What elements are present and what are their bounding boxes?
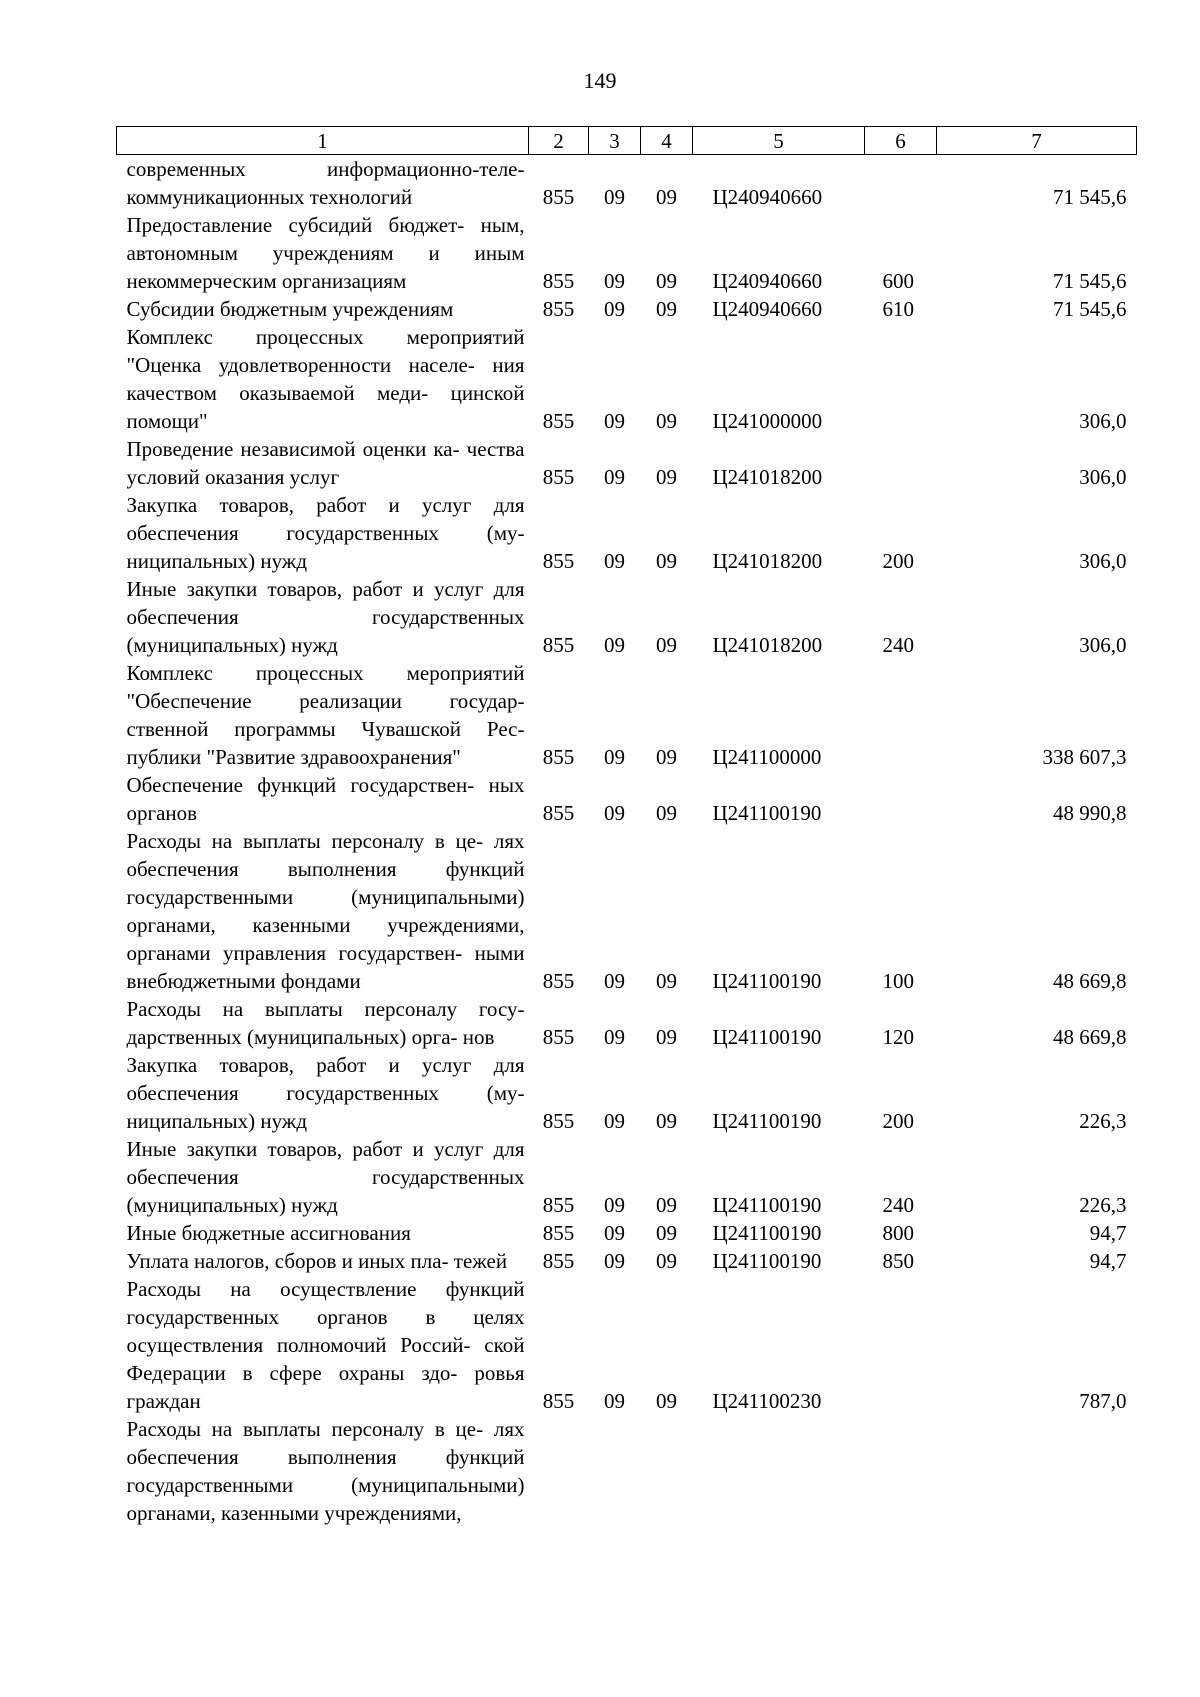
row-amount-cell: 48 669,8 — [1053, 1025, 1127, 1049]
row-target-code-cell: Ц241100190 — [712, 1249, 822, 1273]
column-header-7: 7 — [937, 127, 1137, 155]
row-amount-cell: 306,0 — [1079, 633, 1127, 657]
row-expense-type-cell: 610 — [882, 297, 914, 321]
row-target-code-cell: Ц241100230 — [712, 1389, 822, 1413]
row-section-cell — [589, 1415, 641, 1527]
row-amount-cell: 226,3 — [1079, 1109, 1127, 1133]
row-section-cell: 09 — [604, 549, 625, 573]
row-amount-cell: 71 545,6 — [1053, 297, 1127, 321]
row-target-code-cell: Ц240940660 — [712, 185, 823, 209]
row-ministry-code-cell: 855 — [542, 801, 575, 825]
row-expense-type-cell: 200 — [882, 1109, 914, 1133]
table-row — [117, 827, 1137, 995]
row-name-cell: Комплекс процессных мероприятий "Оценка удовлетворенности населе- ния качеством оказываемой меди- цинской помощи" — [126, 325, 525, 433]
row-expense-type-cell — [865, 1415, 937, 1527]
row-section-cell: 09 — [604, 969, 625, 993]
table-body — [117, 155, 1137, 1528]
row-target-code-cell: Ц241100190 — [712, 969, 822, 993]
row-name-cell: современных информационно-теле- коммуникационных технологий — [126, 157, 525, 209]
row-target-code-cell: Ц241100000 — [712, 745, 822, 769]
row-name-cell: Закупка товаров, работ и услуг для обеспечения государственных (му- ниципальных) нужд — [126, 1053, 525, 1133]
row-section-cell: 09 — [604, 801, 625, 825]
row-section-cell: 09 — [604, 465, 625, 489]
row-section-cell: 09 — [604, 1025, 625, 1049]
row-amount-cell: 306,0 — [1079, 409, 1127, 433]
row-subsection-cell: 09 — [656, 801, 677, 825]
row-name-cell: Иные закупки товаров, работ и услуг для обеспечения государственных (муниципальных) нужд — [126, 577, 525, 657]
row-subsection-cell: 09 — [656, 549, 677, 573]
row-target-code-cell: Ц241000000 — [712, 409, 823, 433]
row-name-cell: Обеспечение функций государствен- ных органов — [126, 773, 525, 825]
row-expense-type-cell — [865, 323, 937, 435]
row-target-code-cell: Ц240940660 — [712, 269, 823, 293]
table-row — [117, 1051, 1137, 1135]
table-row — [117, 575, 1137, 659]
row-amount-cell: 48 990,8 — [1053, 801, 1127, 825]
row-section-cell: 09 — [604, 297, 625, 321]
table-row — [117, 211, 1137, 295]
row-target-code-cell: Ц241100190 — [712, 1193, 822, 1217]
budget-table — [116, 126, 1137, 1527]
row-amount-cell: 306,0 — [1079, 549, 1127, 573]
row-ministry-code-cell: 855 — [542, 1193, 575, 1217]
row-expense-type-cell: 800 — [882, 1221, 914, 1245]
row-section-cell: 09 — [604, 269, 625, 293]
column-header-3: 3 — [589, 127, 641, 155]
row-amount-cell: 71 545,6 — [1053, 269, 1127, 293]
row-target-code-cell: Ц241018200 — [712, 465, 823, 489]
row-name-cell: Расходы на выплаты персоналу в це- лях обеспечения выполнения функций государственными (муниципальными) органами, казенными учреждениями, органами управления государствен- ными внебюджетными фондами — [126, 829, 525, 993]
row-section-cell: 09 — [604, 1193, 625, 1217]
table-row — [117, 155, 1137, 212]
row-subsection-cell: 09 — [656, 269, 677, 293]
row-subsection-cell: 09 — [656, 1389, 677, 1413]
table-row — [117, 1247, 1137, 1275]
row-target-code-cell: Ц241018200 — [712, 549, 823, 573]
row-expense-type-cell — [865, 1275, 937, 1415]
row-name-cell: Расходы на выплаты персоналу госу- дарственных (муниципальных) орга- нов — [126, 997, 525, 1049]
column-header-6: 6 — [865, 127, 937, 155]
table-row — [117, 323, 1137, 435]
row-ministry-code-cell: 855 — [542, 969, 575, 993]
row-expense-type-cell: 850 — [882, 1249, 914, 1273]
row-subsection-cell: 09 — [656, 633, 677, 657]
row-name-cell: Проведение независимой оценки ка- чества условий оказания услуг — [126, 437, 525, 489]
row-subsection-cell: 09 — [656, 1249, 677, 1273]
row-amount-cell: 48 669,8 — [1053, 969, 1127, 993]
row-subsection-cell: 09 — [656, 297, 677, 321]
row-subsection-cell: 09 — [656, 1109, 677, 1133]
row-expense-type-cell: 100 — [882, 969, 914, 993]
row-target-code-cell — [693, 1415, 865, 1527]
table-header — [117, 127, 1137, 155]
row-subsection-cell — [641, 1415, 693, 1527]
row-name-cell: Комплекс процессных мероприятий "Обеспечение реализации государ- ственной программы Чувашской Рес- публики "Развитие здравоохранения" — [126, 661, 525, 769]
row-name-cell: Закупка товаров, работ и услуг для обеспечения государственных (му- ниципальных) нужд — [126, 493, 525, 573]
row-amount-cell: 94,7 — [1089, 1221, 1127, 1245]
row-section-cell: 09 — [604, 1221, 625, 1245]
row-subsection-cell: 09 — [656, 465, 677, 489]
row-section-cell: 09 — [604, 409, 625, 433]
row-amount-cell — [937, 1415, 1137, 1527]
row-ministry-code-cell — [529, 1415, 589, 1527]
table-row — [117, 295, 1137, 323]
page-number: 149 — [583, 68, 617, 93]
row-target-code-cell: Ц241100190 — [712, 1221, 822, 1245]
row-ministry-code-cell: 855 — [542, 269, 575, 293]
table-row — [117, 995, 1137, 1051]
row-expense-type-cell: 120 — [882, 1025, 914, 1049]
row-expense-type-cell: 240 — [882, 633, 914, 657]
row-section-cell: 09 — [604, 185, 625, 209]
row-section-cell: 09 — [604, 1109, 625, 1133]
row-ministry-code-cell: 855 — [542, 1025, 575, 1049]
row-ministry-code-cell: 855 — [542, 633, 575, 657]
row-subsection-cell: 09 — [656, 185, 677, 209]
row-ministry-code-cell: 855 — [542, 1249, 575, 1273]
row-subsection-cell: 09 — [656, 745, 677, 769]
row-ministry-code-cell: 855 — [542, 1109, 575, 1133]
row-amount-cell: 787,0 — [1079, 1389, 1127, 1413]
row-ministry-code-cell: 855 — [542, 185, 575, 209]
row-amount-cell: 338 607,3 — [1042, 745, 1127, 769]
row-amount-cell: 226,3 — [1079, 1193, 1127, 1217]
row-ministry-code-cell: 855 — [542, 297, 575, 321]
row-section-cell: 09 — [604, 745, 625, 769]
row-subsection-cell: 09 — [656, 1193, 677, 1217]
row-expense-type-cell: 600 — [882, 269, 914, 293]
row-name-cell: Предоставление субсидий бюджет- ным, автономным учреждениям и иным некоммерческим организациям — [126, 213, 525, 293]
row-subsection-cell: 09 — [656, 409, 677, 433]
row-ministry-code-cell: 855 — [542, 1389, 575, 1413]
row-target-code-cell: Ц241100190 — [712, 801, 822, 825]
row-target-code-cell: Ц240940660 — [712, 297, 823, 321]
row-ministry-code-cell: 855 — [542, 465, 575, 489]
column-header-4: 4 — [641, 127, 693, 155]
row-name-cell: Иные бюджетные ассигнования — [126, 1221, 411, 1245]
table-row — [117, 1275, 1137, 1415]
row-name-cell: Расходы на осуществление функций государственных органов в целях осуществления полномочий Россий- ской Федерации в сфере охраны здо- ровья граждан — [126, 1277, 525, 1413]
row-section-cell: 09 — [604, 633, 625, 657]
row-subsection-cell: 09 — [656, 1221, 677, 1245]
table-row — [117, 659, 1137, 771]
row-target-code-cell: Ц241018200 — [712, 633, 823, 657]
row-expense-type-cell: 240 — [882, 1193, 914, 1217]
table-row — [117, 491, 1137, 575]
row-subsection-cell: 09 — [656, 969, 677, 993]
header-row — [117, 127, 1137, 155]
row-ministry-code-cell: 855 — [542, 409, 575, 433]
row-name-cell: Уплата налогов, сборов и иных пла- тежей — [126, 1249, 508, 1273]
column-header-2: 2 — [529, 127, 589, 155]
row-amount-cell: 94,7 — [1089, 1249, 1127, 1273]
row-name-cell: Иные закупки товаров, работ и услуг для обеспечения государственных (муниципальных) нужд — [126, 1137, 525, 1217]
table-row — [117, 1219, 1137, 1247]
table-row — [117, 1135, 1137, 1219]
row-section-cell: 09 — [604, 1389, 625, 1413]
column-header-1: 1 — [117, 127, 529, 155]
row-ministry-code-cell: 855 — [542, 1221, 575, 1245]
table-row — [117, 1415, 1137, 1527]
row-amount-cell: 306,0 — [1079, 465, 1127, 489]
row-section-cell: 09 — [604, 1249, 625, 1273]
row-expense-type-cell — [865, 435, 937, 491]
row-target-code-cell: Ц241100190 — [712, 1109, 822, 1133]
row-ministry-code-cell: 855 — [542, 745, 575, 769]
row-ministry-code-cell: 855 — [542, 549, 575, 573]
row-name-cell: Субсидии бюджетным учреждениям — [126, 297, 454, 321]
row-expense-type-cell — [865, 659, 937, 771]
row-name-cell: Расходы на выплаты персоналу в це- лях обеспечения выполнения функций государственными (муниципальными) органами, казенными учреждениями, — [126, 1417, 525, 1525]
table-row — [117, 435, 1137, 491]
row-expense-type-cell: 200 — [882, 549, 914, 573]
row-target-code-cell: Ц241100190 — [712, 1025, 822, 1049]
table-row — [117, 771, 1137, 827]
row-amount-cell: 71 545,6 — [1053, 185, 1127, 209]
row-expense-type-cell — [865, 155, 937, 212]
row-subsection-cell: 09 — [656, 1025, 677, 1049]
column-header-5: 5 — [693, 127, 865, 155]
row-expense-type-cell — [865, 771, 937, 827]
